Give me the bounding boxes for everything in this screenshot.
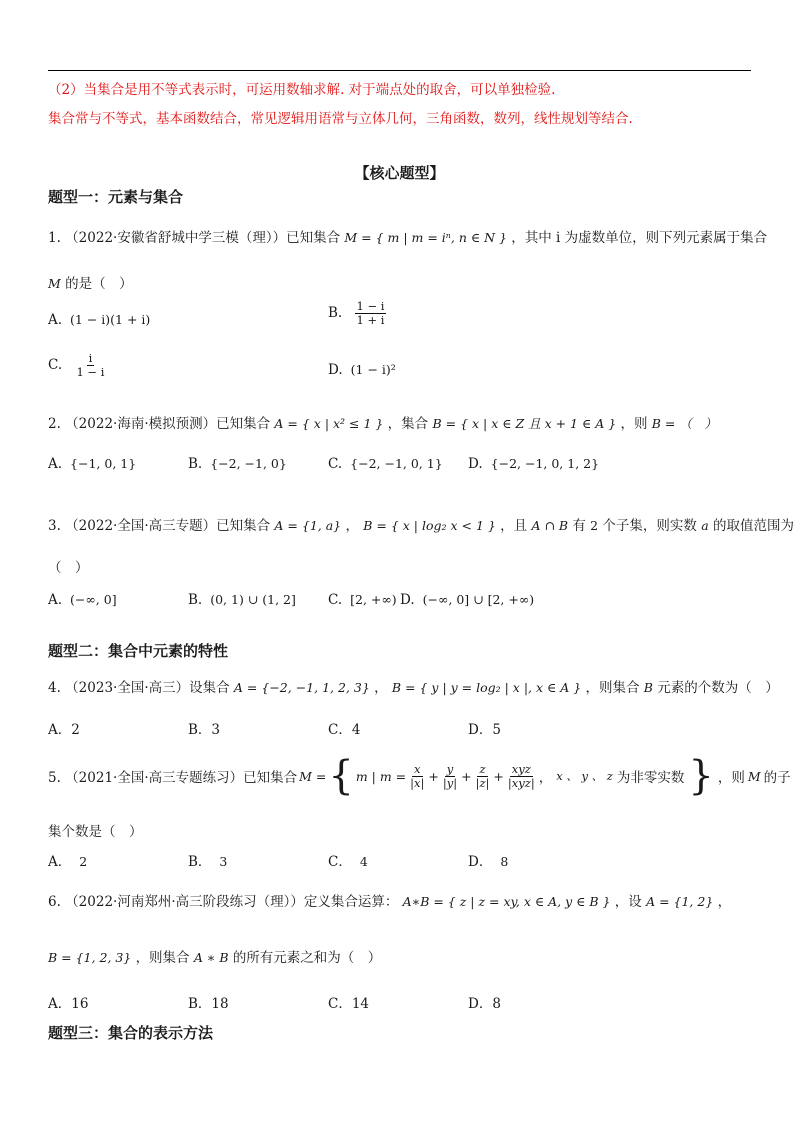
q5-option-d[interactable]: D． 8 (468, 854, 509, 870)
q3-option-a[interactable]: A. (−∞, 0] (48, 592, 117, 608)
q1-option-b-fraction: $\frac{1 - i}{1 + i}$ (356, 299, 385, 327)
q5-frac-y: $\frac{y}{|y|}$ (442, 761, 458, 790)
question-6-stem-2: B = {1, 2, 3} ，则集合 A ∗ B 的所有元素之和为（ ） (48, 950, 382, 966)
q3-option-c[interactable]: C. [2, +∞) (328, 592, 397, 608)
note-line-2: 集合常与不等式，基本函数结合，常见逻辑用语常与立体几何，三角函数，数列，线性规划等结合. (48, 111, 633, 127)
question-3-stem-2: （ ） (48, 560, 89, 576)
question-3-stem: 3. （2022·全国·高三专题）已知集合 A = {1, a} ， B = { x | log₂ x < 1 } ，且 A ∩ B 有 2 个子集，则实数 a 的取值范围为 (48, 518, 794, 534)
note-line-1: （2）当集合是用不等式表示时，可运用数轴求解. 对于端点处的取舍，可以单独检验. (48, 82, 556, 98)
question-5-stem: 5. （2021·全国·高三专题练习）已知集合 M = { m | m = $\frac{x}{|x|}$ + $\frac{y}{|y|}$ + $\frac{z}{|z|}$ + $\frac{\text{xyz}}{\text{|xyz|}}$ ， x 、 y 、 z 为非零实数 } ，则 M 的子 (48, 753, 791, 799)
q5-right-brace: } (688, 753, 714, 799)
q2-option-c[interactable]: C. {−2, −1, 0, 1} (328, 456, 443, 472)
q1-option-c-fraction: $\frac{i}{1 - i}$ (76, 351, 105, 379)
q4-option-c[interactable]: C．4 (328, 722, 361, 738)
q1-set-m: M = { m | m = iⁿ, n ∈ N } (344, 230, 507, 245)
q1-option-d[interactable]: D. (1 − i)² (328, 362, 396, 378)
question-6-stem: 6. （2022·河南郑州·高三阶段练习（理））定义集合运算： A∗B = { z | z = xy, x ∈ A, y ∈ B } ，设 A = {1, 2} ， (48, 894, 732, 910)
q5-frac-z: $\frac{z}{|z|}$ (475, 761, 490, 790)
type2-heading: 题型二：集合中元素的特性 (48, 642, 229, 660)
type1-heading: 题型一：元素与集合 (48, 188, 184, 206)
q2-option-a[interactable]: A. {−1, 0, 1} (48, 456, 137, 472)
q3-option-d[interactable]: D. (−∞, 0] ∪ [2, +∞) (400, 592, 535, 608)
q6-option-b[interactable]: B．18 (188, 996, 229, 1012)
q6-option-c[interactable]: C．14 (328, 996, 370, 1012)
q5-option-b[interactable]: B． 3 (188, 854, 228, 870)
q2-option-d[interactable]: D. {−2, −1, 0, 1, 2} (468, 456, 600, 472)
q6-option-a[interactable]: A．16 (48, 996, 89, 1012)
q5-frac-x: $\frac{x}{|x|}$ (410, 761, 425, 790)
q4-option-b[interactable]: B．3 (188, 722, 221, 738)
q5-frac-xyz: $\frac{\text{xyz}}{\text{|xyz|}}$ (507, 761, 535, 790)
q5-left-brace: { (328, 753, 354, 799)
q6-option-d[interactable]: D．8 (468, 996, 501, 1012)
question-5-stem-2: 集个数是（ ） (48, 824, 143, 840)
header-rule (48, 70, 751, 71)
question-1-stem: 1. （2022·安徽省舒城中学三模（理））已知集合 M = { m | m = iⁿ, n ∈ N } ，其中 i 为虚数单位，则下列元素属于集合 (48, 230, 768, 246)
section-title: 【核心题型】 (354, 164, 445, 182)
q3-option-b[interactable]: B. (0, 1) ∪ (1, 2] (188, 592, 296, 608)
q4-option-d[interactable]: D．5 (468, 722, 501, 738)
question-2-stem: 2. （2022·海南·模拟预测）已知集合 A = { x | x² ≤ 1 } ，集合 B = { x | x ∈ Z 且 x + 1 ∈ A } ，则 B = （ ） (48, 416, 717, 432)
question-4-stem: 4. （2023·全国·高三）设集合 A = {−2, −1, 1, 2, 3} ， B = { y | y = log₂ | x |, x ∈ A } ，则集合 B 元素的个数为（ ） (48, 680, 779, 696)
q5-option-a[interactable]: A． 2 (48, 854, 88, 870)
q1-option-c[interactable]: C. $\frac{i}{1 - i}$ (48, 351, 105, 379)
question-1-stem-2: M 的是（ ） (48, 276, 133, 292)
q2-option-b[interactable]: B. {−2, −1, 0} (188, 456, 287, 472)
type3-heading: 题型三：集合的表示方法 (48, 1024, 214, 1042)
q1-option-a[interactable]: A. (1 − i)(1 + i) (48, 312, 151, 328)
q5-option-c[interactable]: C． 4 (328, 854, 368, 870)
q4-option-a[interactable]: A．2 (48, 722, 80, 738)
q1-option-b[interactable]: B. $\frac{1 - i}{1 + i}$ (328, 299, 385, 327)
